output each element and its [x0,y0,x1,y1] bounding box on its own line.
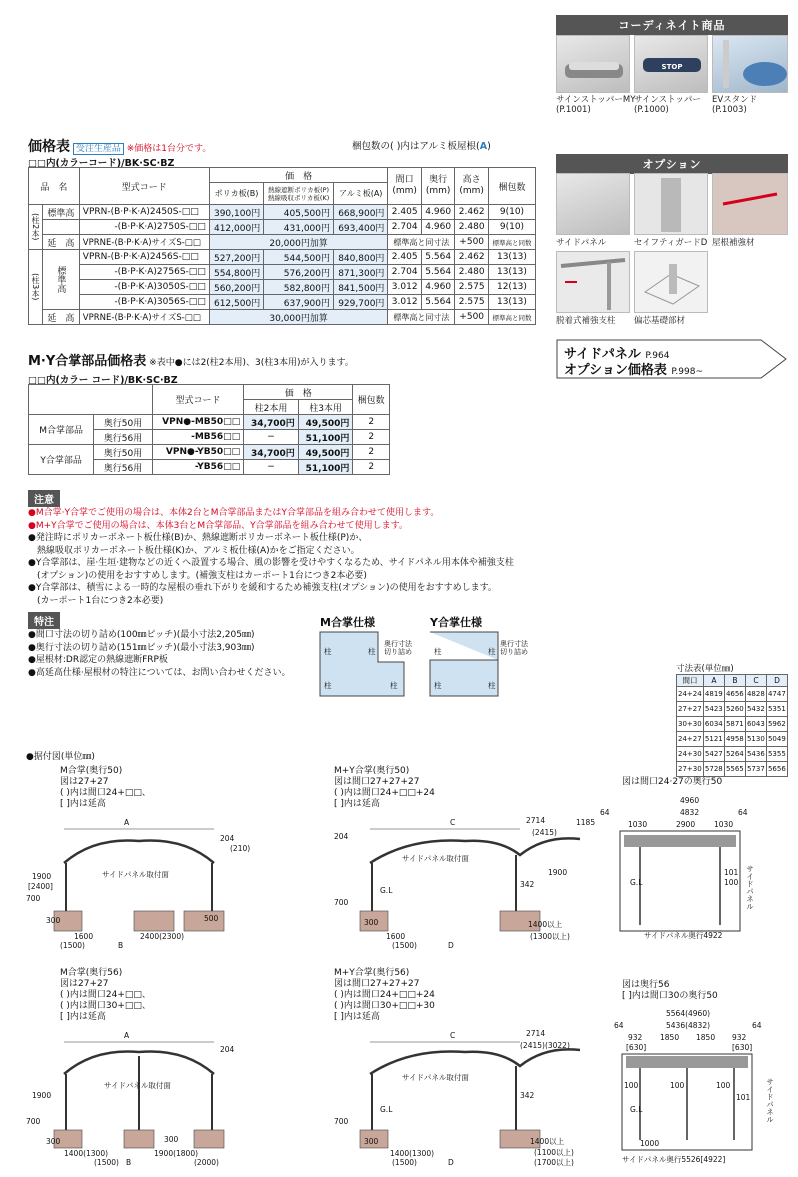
svg-text:64: 64 [600,808,610,817]
my-color-code: □□内(カラー コード)/BK·SC·BZ [28,375,178,386]
my-table: 型式コード 価 格 梱包数 柱2本用 柱3本用 M合掌部品 奥行50用 VPN●-MB50□□ 34,700円 49,500円 2 奥行56用 -MB56□□ − 51,100円 2 Y合掌部品 奥行50用 VPN●-YB50□□ 34,700円 49,500円 2 奥行56用 -YB56□□ − 51,100円 2 [28,384,390,475]
svg-text:64: 64 [614,1021,624,1030]
option-caption-3: 屋根補強材 [712,238,755,248]
svg-text:B: B [126,1158,132,1167]
svg-text:64: 64 [752,1021,762,1030]
svg-text:500: 500 [204,914,219,923]
d2-caption: M+Y合掌(奥行50) 図は間口27+27+27 ( )内は間口24+□□+24 [ ]内は延高 [334,766,435,809]
svg-text:700: 700 [334,898,349,907]
svg-text:2400(2300): 2400(2300) [140,932,185,941]
option-caption-2: セイフティガードD [634,238,708,248]
d6-caption: 図は奥行56 [ ]内は間口30の奥行50 [622,980,718,1001]
col-katashiki: 型式コード [79,168,209,205]
svg-text:1000: 1000 [640,1139,660,1148]
table-row: 27+27 5423 5260 5432 5351 [677,702,788,717]
option-caption-1: サイドパネル [556,238,607,248]
svg-text:932: 932 [732,1033,747,1042]
y-cut-note: 奥行寸法切り詰め [500,640,528,656]
table-row: 30+30 6034 5871 6043 5962 [677,717,788,732]
svg-text:サイドパネル奥行4922: サイドパネル奥行4922 [644,931,723,940]
price-title: 価格表 [28,139,70,155]
svg-text:1900: 1900 [548,868,568,877]
svg-text:342: 342 [520,880,535,889]
coordinate-caption-2: サインストッパー (P.1000) [634,95,701,115]
svg-text:204: 204 [220,1045,235,1054]
table-row: -(B·P·K·A)3056S-□□ 612,500円 637,900円 929,700円 3.012 5.564 2.575 13(13) [29,295,536,310]
svg-text:2714: 2714 [526,816,546,825]
svg-text:(1500): (1500) [392,941,417,950]
svg-text:4832: 4832 [680,808,700,817]
install-title: ●据付図(単位㎜) [26,752,95,762]
table-row: (柱2本) 標準高 VPRN-(B·P·K·A)2450S-□□ 390,100円 405,500円 668,900円 2.405 4.960 2.462 9(10) [29,205,536,220]
svg-text:(2415): (2415) [532,828,557,837]
d1-caption: M合掌(奥行50) 図は27+27 ( )内は間口24+□□、 [ ]内は延高 [60,766,151,809]
side-panel-photo [556,173,630,235]
svg-text:(1500): (1500) [94,1158,119,1167]
option-price-page: P.998~ [671,367,703,377]
svg-text:1185: 1185 [576,818,596,827]
svg-text:柱: 柱 [488,647,496,656]
svg-text:1600: 1600 [386,932,406,941]
table-row: (柱3本) 標準高 VPRN-(B·P·K·A)2456S-□□ 527,200円 544,500円 840,800円 2.405 5.564 2.462 13(13) [29,250,536,265]
stop-label: STOP [661,63,683,71]
svg-text:G.L: G.L [380,886,393,895]
my-spec-diagram [318,630,528,700]
col-heat: 熱線遮断ポリカ板(P) 熱線吸収ポリカ板(K) [264,183,334,205]
svg-text:1030: 1030 [628,820,648,829]
svg-text:64: 64 [738,808,748,817]
svg-text:柱: 柱 [434,647,442,656]
special-section: 特注 ●間口寸法の切り詰め(100㎜ピッチ)(最小寸法2,205㎜) ●奥行寸法の切り詰め(151㎜ピッチ)(最小寸法3,903㎜) ●屋根材:DR認定の熱線遮断FRP板 ●高延高仕様·屋根材の特注については、お問い合わせください。 [28,612,291,679]
svg-text:柱: 柱 [324,647,332,656]
d5-caption: M+Y合掌(奥行56) 図は間口27+27+27 ( )内は間口24+□□+24 ( )内は間口30+□□+30 [ ]内は延高 [334,968,435,1022]
svg-text:A: A [124,1031,130,1040]
price-table [28,167,536,325]
coordinate-caption-3: EVスタンド (P.1003) [712,95,758,115]
safety-guard-photo [634,173,708,235]
svg-text:1900: 1900 [32,872,52,881]
svg-text:柱: 柱 [324,681,332,690]
svg-text:(1300以上): (1300以上) [530,932,570,941]
svg-text:1850: 1850 [660,1033,680,1042]
table-row: M合掌部品 奥行50用 VPN●-MB50□□ 34,700円 49,500円 2 [29,415,390,430]
d4-caption: M合掌(奥行56) 図は27+27 ( )内は間口24+□□、 ( )内は間口30+□□、 [ ]内は延高 [60,968,151,1022]
col-price: 価 格 [209,168,388,183]
svg-text:100: 100 [624,1081,639,1090]
svg-text:1030: 1030 [714,820,734,829]
svg-text:G.L: G.L [630,878,643,887]
my-title: M·Y合掌部品価格表 [28,354,147,369]
caution-section: 注意 ●M合掌·Y合掌でご使用の場合は、本体2台とM合掌部品またはY合掌部品を組み合わせて使用します。 ●M+Y合掌でご使用の場合は、本体3台とM合掌部品、Y合掌部品を組み合わせて使用します。 ●発注時にポリカーボネート板仕様(B)か、熱線遮断ポリカーボネート板仕様(P)か、 熱線吸収ポリカーボネート板仕様(K)か、アルミ板仕様(A)かをご指定ください。 ●Y合掌部は、崖·生垣·建物などの近くへ設置する場合、風の影響を受けやすくなるため、サイドパネル用本体や補強支柱 (オプション)の使用をおすすめします。(補強支柱はカーポート1台につき2本必要) ●Y合掌部は、積雪による一時的な屋根の垂れ下がりを緩和するため補強支柱(オプション)の使用をおすすめします。 (カーポート1台につき2本必要) [28,490,514,607]
table-row: 奥行56用 -MB56□□ − 51,100円 2 [29,430,390,445]
sign-stopper-photo [634,35,708,93]
svg-text:700: 700 [334,1117,349,1126]
svg-text:(1500): (1500) [60,941,85,950]
svg-text:[630]: [630] [732,1043,753,1052]
table-row: -(B·P·K·A)2756S-□□ 554,800円 576,200円 871,300円 2.704 5.564 2.480 13(13) [29,265,536,280]
svg-text:サイドパネル取付面: サイドパネル取付面 [402,854,469,863]
col-konpo: 梱包数 [488,168,535,205]
svg-text:2900: 2900 [676,820,696,829]
svg-text:5436(4832): 5436(4832) [666,1021,711,1030]
svg-text:101: 101 [724,868,739,877]
pack-note: 梱包数の( )内はアルミ板屋根(A) [352,141,491,152]
caution-title: 注意 [28,490,60,507]
svg-text:204: 204 [334,832,349,841]
ev-stand-photo [712,35,788,93]
svg-text:1850: 1850 [696,1033,716,1042]
svg-text:D: D [448,941,454,950]
table-row: 24+27 5121 4958 5130 5049 [677,732,788,747]
svg-text:(2000): (2000) [194,1158,219,1167]
plan56-diagram [600,1008,795,1168]
m-spec-title: M合掌仕様 [320,616,375,629]
svg-text:2714: 2714 [526,1030,546,1038]
side-panel-link-box[interactable] [556,339,788,379]
price-title-row [28,136,211,156]
table-row: 24+30 5427 5264 5436 5355 [677,747,788,762]
plan50-diagram [600,795,795,940]
svg-text:1600: 1600 [74,932,94,941]
col-poly: ポリカ板(B) [209,183,263,205]
sign-stopper-my-photo [556,35,630,93]
svg-text:1400(1300): 1400(1300) [390,1149,435,1158]
size-table-title: 寸法表(単位㎜) [676,664,734,674]
svg-text:柱: 柱 [434,681,442,690]
side-panel-page: P.964 [645,351,670,361]
svg-text:(210): (210) [230,844,251,853]
svg-text:1900: 1900 [32,1091,52,1100]
option-caption-4: 脱着式補強支柱 [556,316,616,326]
svg-text:342: 342 [520,1091,535,1100]
svg-text:(1700以上): (1700以上) [534,1158,574,1167]
svg-text:700: 700 [26,1117,41,1126]
roof-reinforce-photo [712,173,788,235]
svg-text:サイドパネル: サイドパネル [765,1078,775,1123]
svg-text:柱: 柱 [368,647,376,656]
table-row: 27+30 5728 5565 5737 5656 [677,762,788,777]
svg-text:1400以上: 1400以上 [530,1137,565,1146]
svg-text:D: D [448,1158,454,1167]
col-alumi: アルミ板(A) [334,183,388,205]
svg-text:G.L: G.L [630,1105,643,1114]
svg-text:1400以上: 1400以上 [528,920,563,929]
table-row: 奥行56用 -YB56□□ − 51,100円 2 [29,460,390,475]
price-color-code: □□内(カラーコード)/BK·SC·BZ [28,158,175,169]
table-row: Y合掌部品 奥行50用 VPN●-YB50□□ 34,700円 49,500円 2 [29,445,390,460]
my50-diagram [330,815,600,950]
svg-text:300: 300 [46,916,61,925]
svg-text:[2400]: [2400] [28,882,53,891]
svg-text:サイドパネル奥行5526[4922]: サイドパネル奥行5526[4922] [622,1155,726,1164]
m-cut-note: 奥行寸法切り詰め [384,640,412,656]
svg-text:サイドパネル取付面: サイドパネル取付面 [104,1081,171,1090]
option-caption-5: 偏芯基礎部材 [634,316,686,326]
removable-post-photo [556,251,630,313]
table-row: -(B·P·K·A)2750S-□□ 412,000円 431,000円 693,400円 2.704 4.960 2.480 9(10) [29,220,536,235]
table-row: -(B·P·K·A)3050S-□□ 560,200円 582,800円 841,500円 3.012 4.960 2.575 12(13) [29,280,536,295]
my-note: ※表中●には2(柱2本用)、3(柱3本用)が入ります。 [149,358,354,368]
svg-text:サイドパネル: サイドパネル [745,865,755,910]
svg-text:300: 300 [364,918,379,927]
svg-text:100: 100 [670,1081,685,1090]
svg-text:(1500): (1500) [392,1158,417,1167]
svg-text:101: 101 [736,1093,751,1102]
svg-text:4960: 4960 [680,796,700,805]
col-hinmei: 品 名 [29,168,80,205]
coordinate-caption-1: サインストッパーMY (P.1001) [556,95,636,115]
my-title-row [28,350,354,369]
coordinate-title: コーディネイト商品 [556,15,788,35]
svg-text:(1100以上): (1100以上) [534,1148,574,1157]
svg-text:100: 100 [716,1081,731,1090]
svg-text:[630]: [630] [626,1043,647,1052]
svg-text:1400(1300): 1400(1300) [64,1149,109,1158]
svg-text:柱: 柱 [488,681,496,690]
svg-text:C: C [450,818,456,827]
d3-caption: 図は間口24·27の奥行50 [622,777,723,787]
svg-text:柱: 柱 [390,681,398,690]
svg-text:1900(1800): 1900(1800) [154,1149,199,1158]
svg-text:サイドパネル取付面: サイドパネル取付面 [402,1073,469,1082]
svg-text:B: B [118,941,124,950]
size-table: 間口 A B C D 24+24 4819 4656 4828 4747 27+27 5423 5260 5432 5351 30+30 6034 5871 6043 5962 24+27 5121 4958 5130 5049 24+30 5427 5264 5436 5355 27+30 5728 5565 5737 5656 [676,674,788,777]
svg-text:100: 100 [724,878,739,887]
svg-text:700: 700 [26,894,41,903]
svg-text:C: C [450,1031,456,1040]
y-spec-title: Y合掌仕様 [430,616,482,629]
col-okuyuki: 奥行 (mm) [421,168,455,205]
svg-text:300: 300 [164,1135,179,1144]
my56-diagram [330,1030,600,1170]
col-maguchi: 間口 (mm) [388,168,422,205]
svg-text:G.L: G.L [380,1105,393,1114]
eccentric-base-photo [634,251,708,313]
col-takasa: 高さ (mm) [455,168,489,205]
svg-text:204: 204 [220,834,235,843]
side-panel-link[interactable]: サイドパネル [564,347,641,362]
svg-text:932: 932 [628,1033,643,1042]
m50-diagram [24,815,264,950]
table-row: 延 高 VPRNE-(B·P·K·A)サイズS-□□ 20,000円加算 標準高と同寸法 +500 標準高と同数 [29,235,536,250]
svg-text:(2415)(3022): (2415)(3022) [520,1041,570,1050]
table-row: 24+24 4819 4656 4828 4747 [677,687,788,702]
m56-diagram [24,1030,264,1170]
table-row: 延 高 VPRNE-(B·P·K·A)サイズS-□□ 30,000円加算 標準高と同寸法 +500 標準高と同数 [29,310,536,325]
svg-text:サイドパネル取付面: サイドパネル取付面 [102,870,169,879]
svg-text:300: 300 [46,1137,61,1146]
price-note: ※価格は1台分です。 [126,144,212,154]
svg-text:5564(4960): 5564(4960) [666,1009,711,1018]
svg-text:A: A [124,818,130,827]
svg-text:300: 300 [364,1137,379,1146]
option-price-link[interactable]: オプション価格表 [564,363,667,378]
option-title: オプション [556,154,788,174]
made-to-order-badge: 受注生産品 [73,143,124,155]
special-title: 特注 [28,612,60,629]
